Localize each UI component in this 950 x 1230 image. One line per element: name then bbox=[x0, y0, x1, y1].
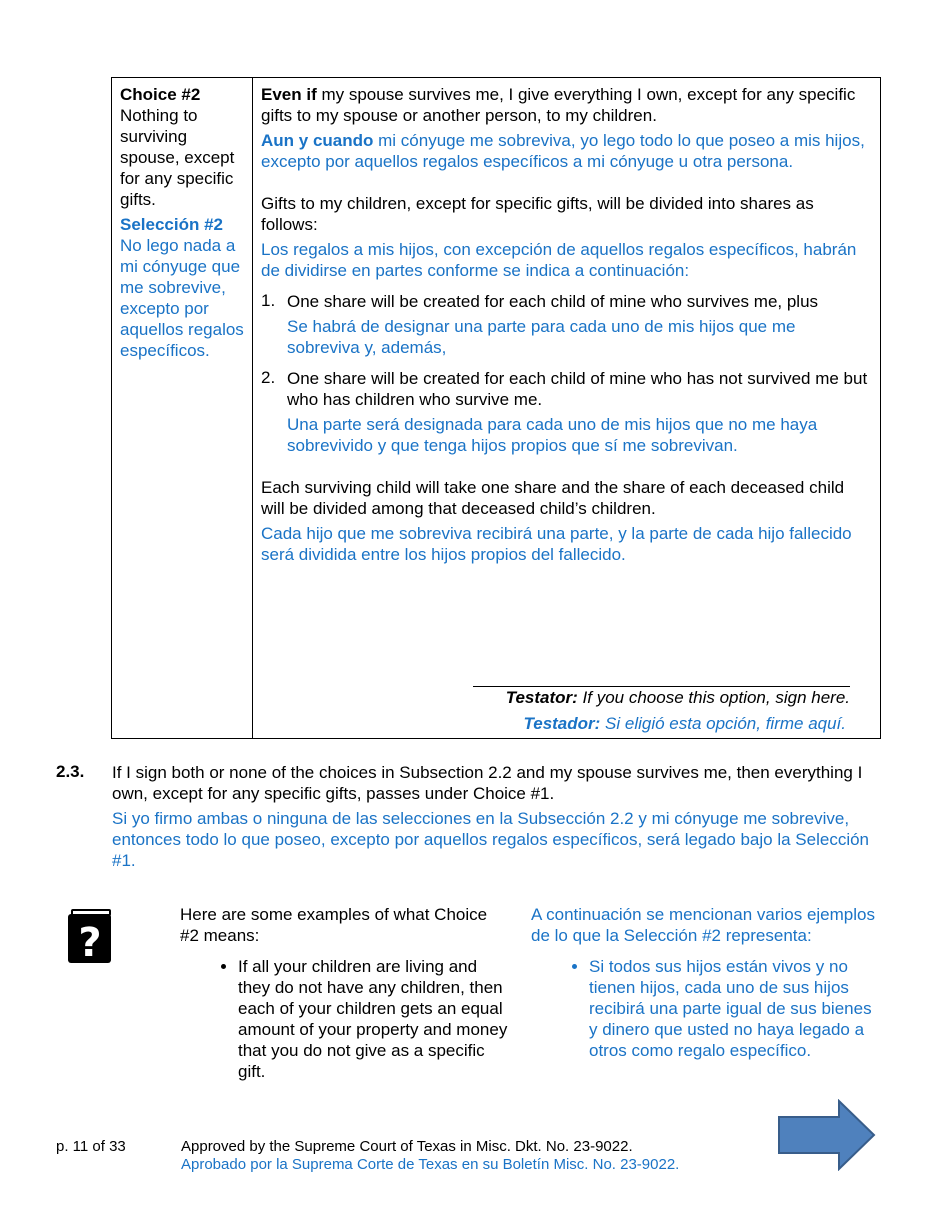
choice-2-body-cell bbox=[253, 78, 881, 739]
para1-bold-en: Even if bbox=[261, 85, 317, 104]
examples-list-en bbox=[180, 956, 510, 1082]
para2-en: Gifts to my children, except for specific gifts, will be divided into shares as follows: bbox=[261, 194, 814, 234]
examples-english bbox=[180, 904, 510, 1082]
approval-note bbox=[181, 1138, 679, 1174]
choice-2-label-cell bbox=[112, 78, 253, 739]
para1-en bbox=[261, 84, 872, 126]
question-book-icon bbox=[67, 908, 113, 964]
para1-bold-es: Aun y cuando bbox=[261, 131, 374, 150]
list-item-es: Se habrá de designar una parte para cada uno de mis hijos que me sobreviva y, además, bbox=[287, 317, 796, 357]
choice-2-text-es: No lego nada a mi cónyuge que me sobrevive, excepto por aquellos regalos específicos. bbox=[120, 236, 244, 360]
examples-bullet-es: • Si todos sus hijos están vivos y no tienen hijos, cada uno de sus hijos recibirá una parte igual de sus bienes y dinero que usted no haya legado a otros como regalo específico. bbox=[589, 956, 881, 1061]
section-text-es: Si yo firmo ambas o ninguna de las selecciones en la Subsección 2.2 y mi cónyuge me sobrevive, entonces todo lo que poseo, excepto por aquellos regalos específicos, será legado bajo la Selección #1. bbox=[112, 809, 870, 870]
testador-label: Testador: bbox=[523, 714, 601, 733]
choice-2-table bbox=[111, 77, 881, 739]
para1-text-en: my spouse survives me, I give everything I own, except for any specific gifts to my spouse or another person, to my children. bbox=[261, 85, 856, 125]
list-item-es: Una parte será designada para cada uno de mis hijos que no me haya sobrevivido y que tenga hijos propios que sí me sobrevivan. bbox=[287, 415, 818, 455]
examples-spanish bbox=[531, 904, 881, 1061]
list-item bbox=[261, 291, 872, 312]
examples-list-es bbox=[531, 956, 881, 1061]
examples-bullet-en: • If all your children are living and they do not have any children, then each of your children gets an equal amount of your property and money that you do not give as a specific gift. bbox=[238, 956, 510, 1082]
list-item-en: One share will be created for each child of mine who survives me, plus bbox=[287, 292, 819, 311]
para2-es: Los regalos a mis hijos, con excepción de aquellos regalos específicos, habrán de dividirse en partes conforme se indica a continuación: bbox=[261, 240, 857, 280]
signature-caption-es bbox=[523, 714, 846, 734]
examples-intro-en: Here are some examples of what Choice #2 means: bbox=[180, 905, 488, 945]
choice-2-title-en: Choice #2 bbox=[120, 85, 201, 104]
section-text-en: If I sign both or none of the choices in Subsection 2.2 and my spouse survives me, then everything I own, except for any specific gifts, passes under Choice #1. bbox=[112, 763, 863, 803]
section-2-3 bbox=[56, 762, 896, 871]
testador-text: Si eligió esta opción, firme aquí. bbox=[600, 714, 846, 733]
para3-es: Cada hijo que me sobreviva recibirá una parte, y la parte de cada hijo fallecido será dividida entre los hijos propios del fallecido. bbox=[261, 524, 852, 564]
choice-2-title-es: Selección #2 bbox=[120, 215, 224, 234]
next-arrow-icon[interactable] bbox=[777, 1099, 877, 1176]
page-number: p. 11 of 33 bbox=[56, 1138, 126, 1155]
para1-text-es: mi cónyuge me sobreviva, yo lego todo lo que poseo a mis hijos, excepto por aquellos regalos específicos a mi cónyuge u otra persona. bbox=[261, 131, 865, 171]
section-number: 2.3. bbox=[56, 762, 85, 781]
testator-text: If you choose this option, sign here. bbox=[577, 688, 850, 707]
para1-es bbox=[261, 130, 872, 172]
para3-en: Each surviving child will take one share and the share of each deceased child will be divided among that deceased child’s children. bbox=[261, 478, 845, 518]
signature-line[interactable] bbox=[473, 686, 850, 687]
testator-label: Testator: bbox=[505, 688, 578, 707]
examples-intro-es: A continuación se mencionan varios ejemplos de lo que la Selección #2 representa: bbox=[531, 905, 875, 945]
list-item-number: 2. bbox=[261, 368, 276, 387]
approval-en: Approved by the Supreme Court of Texas in Misc. Dkt. No. 23-9022. bbox=[181, 1138, 633, 1155]
list-item-number: 1. bbox=[261, 291, 276, 310]
list-item bbox=[261, 368, 872, 410]
approval-es: Aprobado por la Suprema Corte de Texas en su Boletín Misc. No. 23-9022. bbox=[181, 1156, 680, 1173]
signature-caption-en bbox=[506, 688, 850, 708]
choice-2-text-en: Nothing to surviving spouse, except for any specific gifts. bbox=[120, 106, 235, 209]
svg-text:?: ? bbox=[78, 920, 102, 964]
list-item-en: One share will be created for each child of mine who has not survived me but who has children who survive me. bbox=[287, 369, 868, 409]
